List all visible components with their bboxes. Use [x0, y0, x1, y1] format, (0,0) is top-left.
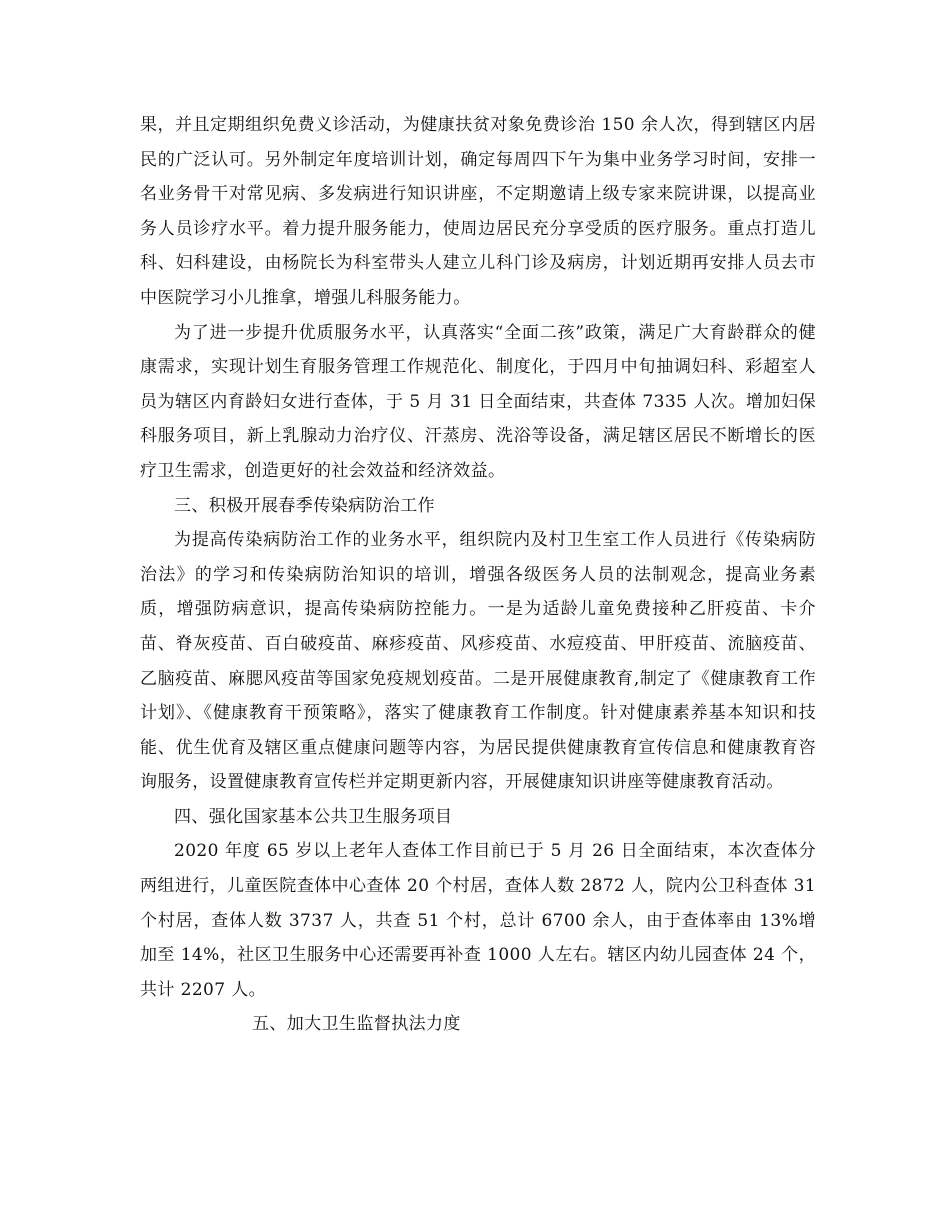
- section-heading-public-health: 四、强化国家基本公共卫生服务项目: [174, 806, 453, 827]
- paragraph-health-poverty: 果，并且定期组织免费义诊活动，为健康扶贫对象免费诊治 150 余人次，得到辖区内居民的广泛认可。另外制定年度培训计划，确定每周四下午为集中业务学习时间，安排一名业务骨干对常见病、多发病进行知识讲座，不定期邀请上级专家来院讲课，以提高业务人员诊疗水平。着力提升服务能力，使周边居民充分享受质的医疗服务。重点打造儿科、妇科建设，由杨院长为科室带头人建立儿科门诊及病房，计划近期再安排人员去市中医院学习小儿推拿，增强儿科服务能力。: [140, 115, 816, 308]
- paragraph-elderly-checkup: 2020 年度 65 岁以上老年人查体工作目前已于 5 月 26 日全面结束，本次查体分两组进行，儿童医院查体中心查体 20 个村居，查体人数 2872 人，院内公卫科查体 31 个村居，查体人数 3737 人，共查 51 个村，总计 6700 余人，由于查体率由 13%增加至 14%，社区卫生服务中心还需要再补查 1000 人左右。辖区内幼儿园查体 24 个，共计 2207 人。: [140, 841, 816, 1000]
- document-body: [140, 108, 816, 1042]
- paragraph-infectious-disease: 为提高传染病防治工作的业务水平，组织院内及村卫生室工作人员进行《传染病防治法》的学习和传染病防治知识的培训，增强各级医务人员的法制观念，提高业务素质，增强防病意识，提高传染病防控能力。一是为适龄儿童免费接种乙肝疫苗、卡介苗、脊灰疫苗、百白破疫苗、麻疹疫苗、风疹疫苗、水痘疫苗、甲肝疫苗、流脑疫苗、乙脑疫苗、麻腮风疫苗等国家免疫规划疫苗。二是开展健康教育,制定了《健康教育工作计划》、《健康教育干预策略》，落实了健康教育工作制度。针对健康素养基本知识和技能、优生优育及辖区重点健康问题等内容，为居民提供健康教育宣传信息和健康教育咨询服务，设置健康教育宣传栏并定期更新内容，开展健康知识讲座等健康教育活动。: [140, 530, 816, 793]
- paragraph-maternal-service: 为了进一步提升优质服务水平，认真落实“全面二孩”政策，满足广大育龄群众的健康需求，实现计划生育服务管理工作规范化、制度化，于四月中旬抽调妇科、彩超室人员为辖区内育龄妇女进行查体，于 5 月 31 日全面结束，共查体 7335 人次。增加妇保科服务项目，新上乳腺动力治疗仪、汗蒸房、洗浴等设备，满足辖区居民不断增长的医疗卫生需求，创造更好的社会效益和经济效益。: [140, 322, 816, 481]
- section-heading-infectious-disease: 三、积极开展春季传染病防治工作: [174, 495, 435, 516]
- section-heading-supervision: 五、加大卫生监督执法力度: [252, 1014, 461, 1035]
